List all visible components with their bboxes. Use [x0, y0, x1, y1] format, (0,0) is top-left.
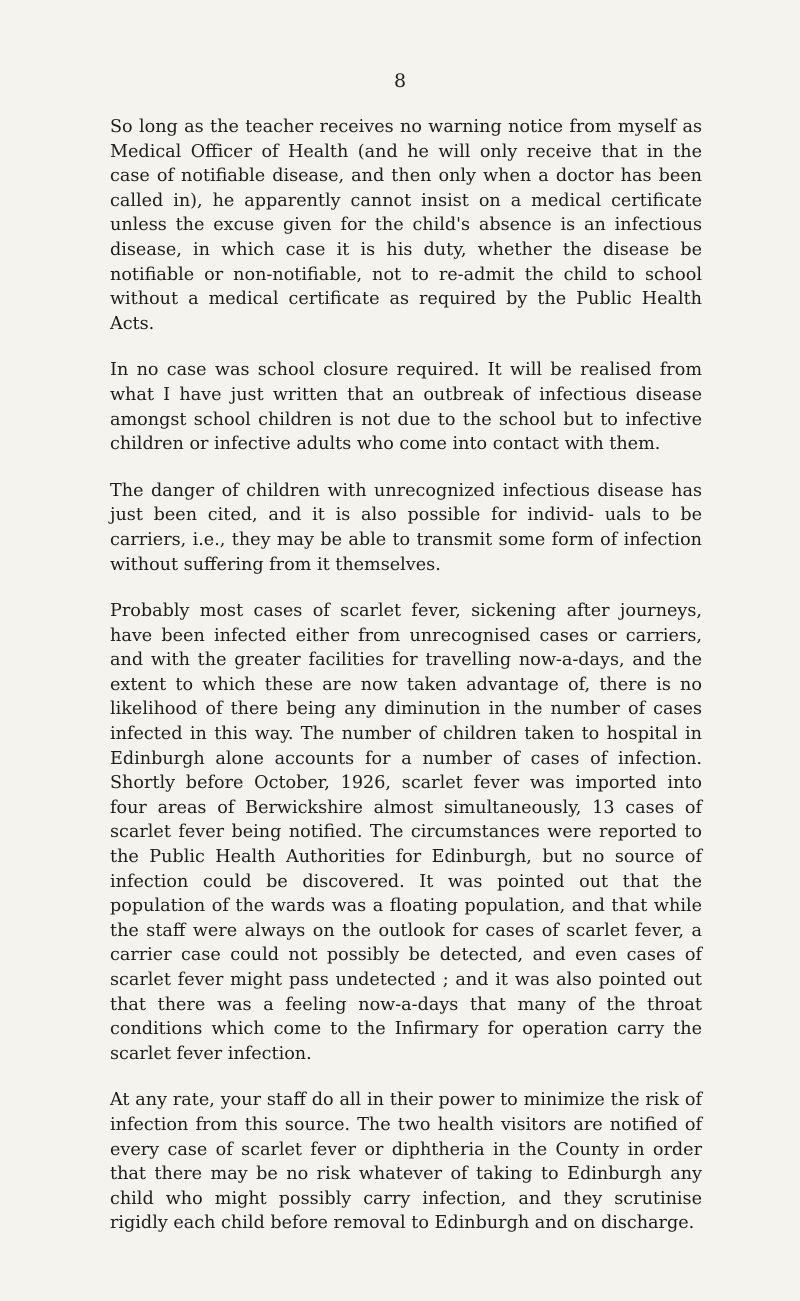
paragraph-carriers: The danger of children with unrecognized infectious disease has just been cited, and it is also possible for individ- uals to be carriers, i.e., they may be able to transmit some form of infection without suffering from it themselves. [110, 480, 702, 575]
document-body [110, 115, 702, 1258]
paragraph-scarlet-fever: Probably most cases of scarlet fever, sickening after journeys, have been infected either from unrecognised cases or carriers, and with the greater facilities for travelling now-a-days, and the extent to which these are now taken advantage of, there is no likelihood of there being any diminution in the number of cases infected in this way. The number of children taken to hospital in Edinburgh alone accounts for a number of cases of infection. Shortly before October, 1926, scarlet fever was imported into four areas of Berwickshire almost simultaneously, 13 cases of scarlet fever being notified. The circumstances were reported to the Public Health Authorities for Edinburgh, but no source of infection could be discovered. It was pointed out that the population of the wards was a floating population, and that while the staff were always on the outlook for cases of scarlet fever, a carrier case could not possibly be detected, and even cases of scarlet fever might pass undetected ; and it was also pointed out that there was a feeling now-a-days that many of the throat conditions which come to the Infirmary for operation carry the scarlet fever infection. [110, 601, 702, 1064]
paragraph-health-visitors: At any rate, your staff do all in their power to minimize the risk of infection from this source. The two health visitors are notified of every case of scarlet fever or diphtheria in the County in order that there may be no risk whatever of taking to Edinburgh any child who might possibly carry infection, and they scrutinise rigidly each child before removal to Edinburgh and on discharge. [110, 1090, 702, 1234]
paragraph-teacher-notice: So long as the teacher receives no warning notice from myself as Medical Officer of Health (and he will only receive that in the case of notifiable disease, and then only when a doctor has been called in), he apparently cannot insist on a medical certificate unless the excuse given for the child's absence is an infectious disease, in which case it is his duty, whether the disease be notifiable or non-notifiable, not to re-admit the child to school without a medical certificate as required by the Public Health Acts. [110, 117, 702, 334]
paragraph-school-closure: In no case was school closure required. It will be realised from what I have just written that an outbreak of infectious disease amongst school children is not due to the school but to infective children or infective adults who come into contact with them. [110, 360, 702, 455]
page-number: 8 [393, 70, 407, 92]
